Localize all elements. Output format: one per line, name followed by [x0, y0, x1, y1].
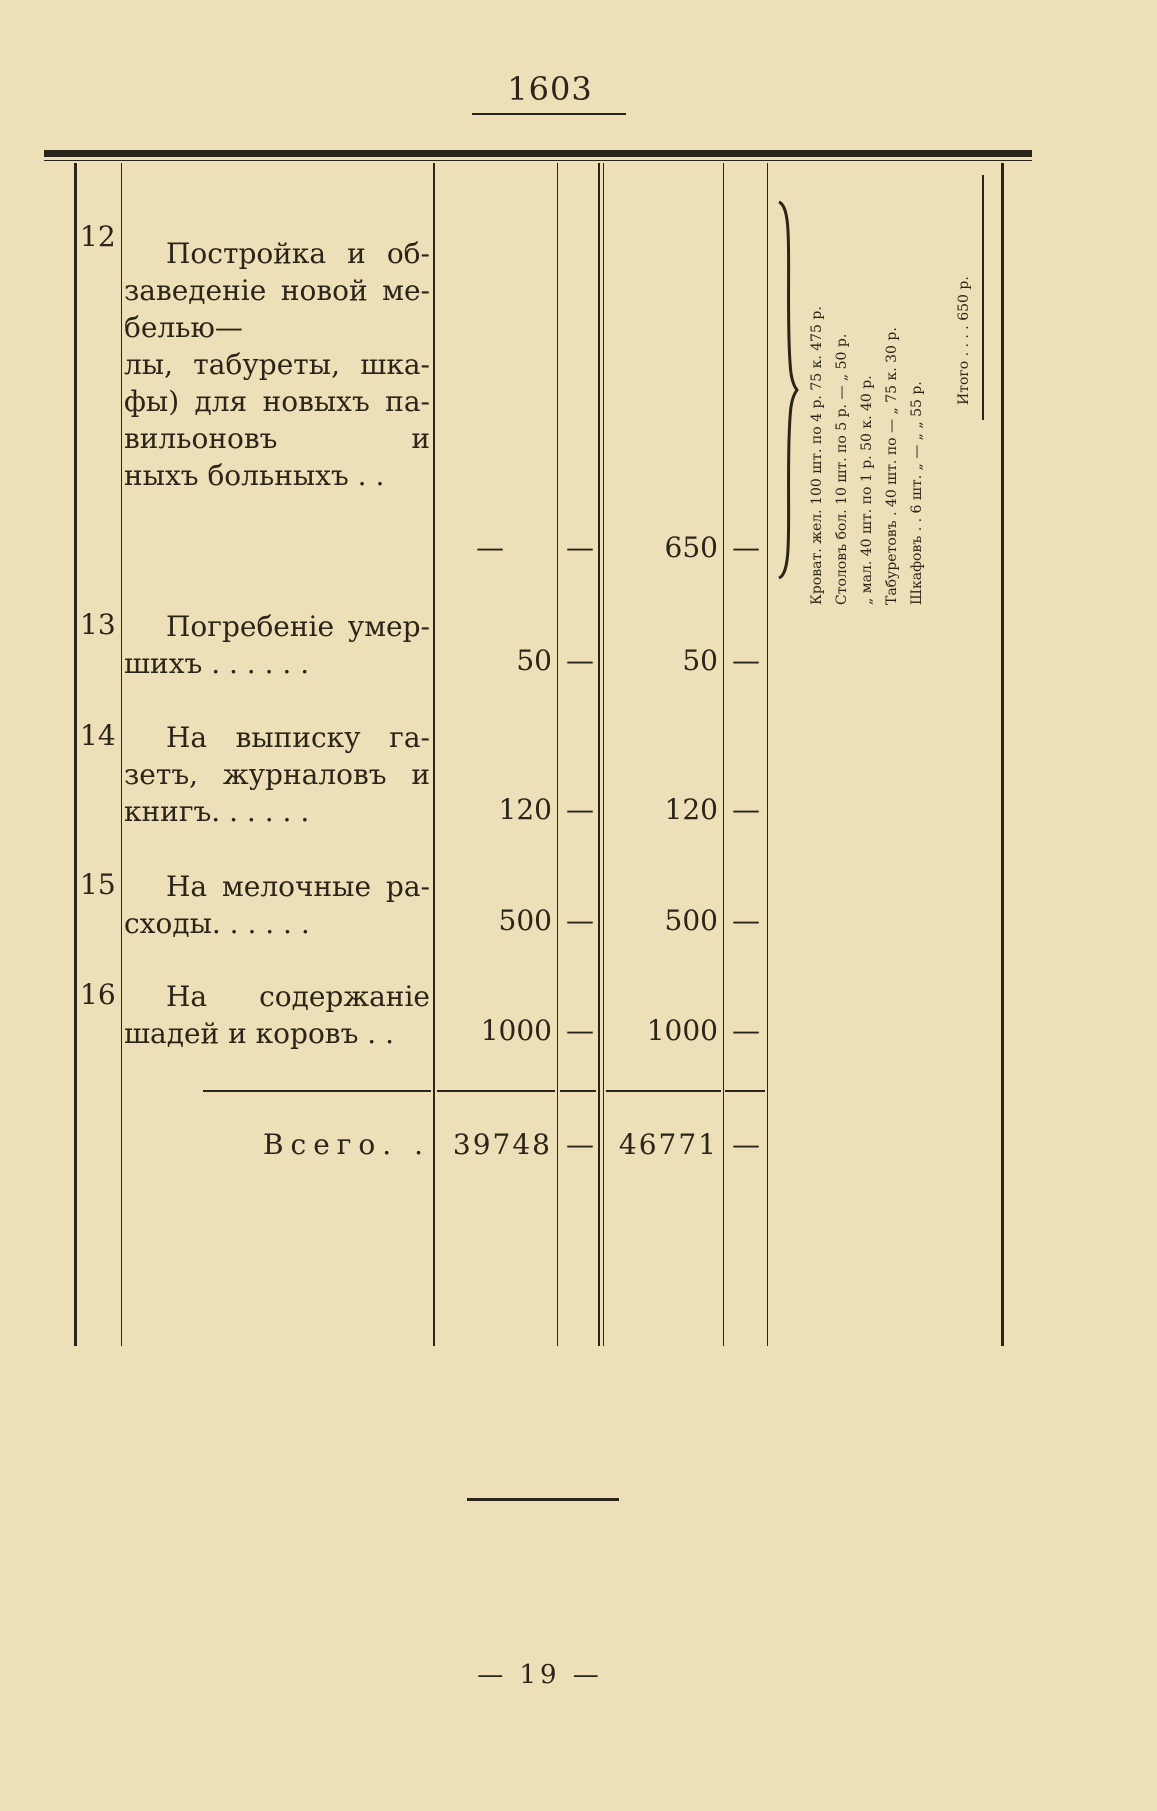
- table-right-border: [1001, 163, 1004, 1346]
- kopeck-dash-2: —: [732, 904, 760, 937]
- amount-2: 500: [664, 904, 718, 937]
- description-line: На выписку га-: [166, 721, 430, 754]
- row-description: [124, 235, 430, 494]
- kopeck-dash-2: —: [732, 644, 760, 677]
- kopeck-dash-1: —: [566, 531, 594, 564]
- note-total: Итого . . . . 650 р.: [956, 276, 972, 405]
- description-line: зетъ, журналовъ и: [124, 758, 430, 791]
- description-line: Погребеніе умер-: [166, 610, 430, 643]
- note-line: Табуретовъ . 40 шт. по — „ 75 к. 30 р.: [884, 327, 900, 605]
- column-divider-kop2: [767, 163, 768, 1346]
- row-number: 13: [80, 608, 116, 641]
- description-line: белью—: [124, 311, 243, 344]
- row-number: 12: [80, 220, 116, 253]
- column-divider-amount2: [723, 163, 724, 1346]
- total-amount-1: 39748: [452, 1128, 552, 1161]
- total-rule-description: [203, 1090, 431, 1092]
- kopeck-dash-2: —: [732, 1014, 760, 1047]
- footer-rule: [467, 1498, 619, 1501]
- amount-2: 50: [682, 644, 718, 677]
- table-top-rule: [44, 150, 1032, 157]
- description-line: книгъ. . . . . .: [124, 795, 310, 828]
- amount-1: —: [476, 531, 504, 564]
- column-divider-kop1-a: [598, 163, 600, 1346]
- row-description: [124, 608, 430, 682]
- amount-1: 50: [516, 644, 552, 677]
- description-line: лы, табуреты, шка-: [124, 348, 430, 381]
- description-line: ныхъ больныхъ . .: [124, 459, 385, 492]
- column-divider-kop1-b: [603, 163, 604, 1346]
- description-line: На мелочные ра-: [166, 870, 430, 903]
- description-line: фы) для новыхъ па-: [124, 385, 430, 418]
- column-divider-number: [121, 163, 122, 1346]
- column-divider-description: [433, 163, 435, 1346]
- total-label: Всего. .: [262, 1128, 430, 1161]
- total-rule-kop1: [560, 1090, 596, 1092]
- total-amount-2: 46771: [618, 1128, 718, 1161]
- total-kopeck-dash-2: —: [732, 1128, 760, 1161]
- amount-2: 120: [664, 793, 718, 826]
- total-rule-kop2: [725, 1090, 765, 1092]
- kopeck-dash-1: —: [566, 1014, 594, 1047]
- column-divider-amount1: [557, 163, 558, 1346]
- kopeck-dash-2: —: [732, 531, 760, 564]
- description-line: заведеніе новой ме-: [124, 274, 430, 307]
- note-line: Столовъ бол. 10 шт. по 5 р. — „ 50 р.: [834, 333, 850, 605]
- description-line: вильоновъ и: [124, 422, 430, 455]
- page-number: 1603: [507, 70, 593, 108]
- itemization-note-total: [950, 175, 990, 405]
- amount-1: 120: [498, 793, 552, 826]
- row-description: [124, 719, 430, 830]
- page-number-rule: [472, 113, 626, 115]
- amount-2: 1000: [646, 1014, 718, 1047]
- note-line: „ мал. 40 шт. по 1 р. 50 к. 40 р.: [859, 375, 875, 605]
- description-line: На содержаніе: [166, 980, 430, 1013]
- amount-1: 1000: [480, 1014, 552, 1047]
- total-rule-amount1: [437, 1090, 555, 1092]
- kopeck-dash-1: —: [566, 904, 594, 937]
- kopeck-dash-1: —: [566, 793, 594, 826]
- table-left-border: [74, 163, 77, 1346]
- amount-2: 650: [664, 531, 718, 564]
- table-top-rule-thin: [44, 160, 1032, 161]
- description-line: сходы. . . . . .: [124, 907, 310, 940]
- row-number: 15: [80, 868, 116, 901]
- amount-1: 500: [498, 904, 552, 937]
- row-description: [124, 868, 430, 942]
- kopeck-dash-2: —: [732, 793, 760, 826]
- total-kopeck-dash-1: —: [566, 1128, 594, 1161]
- description-line: Постройка и об-: [166, 237, 430, 270]
- description-line: шихъ . . . . . .: [124, 647, 310, 680]
- row-description: [124, 978, 430, 1052]
- curly-brace-icon: [775, 200, 799, 580]
- row-number: 16: [80, 978, 116, 1011]
- total-rule-amount2: [606, 1090, 721, 1092]
- note-line: Кроват. жел. 100 шт. по 4 р. 75 к. 475 р.: [809, 306, 825, 605]
- description-line: шадей и коровъ . .: [124, 1017, 394, 1050]
- footer-page-number: — 19 —: [477, 1660, 603, 1690]
- kopeck-dash-1: —: [566, 644, 594, 677]
- note-line: Шкафовъ . . 6 шт. „ — „ „ 55 р.: [909, 381, 925, 605]
- row-number: 14: [80, 719, 116, 752]
